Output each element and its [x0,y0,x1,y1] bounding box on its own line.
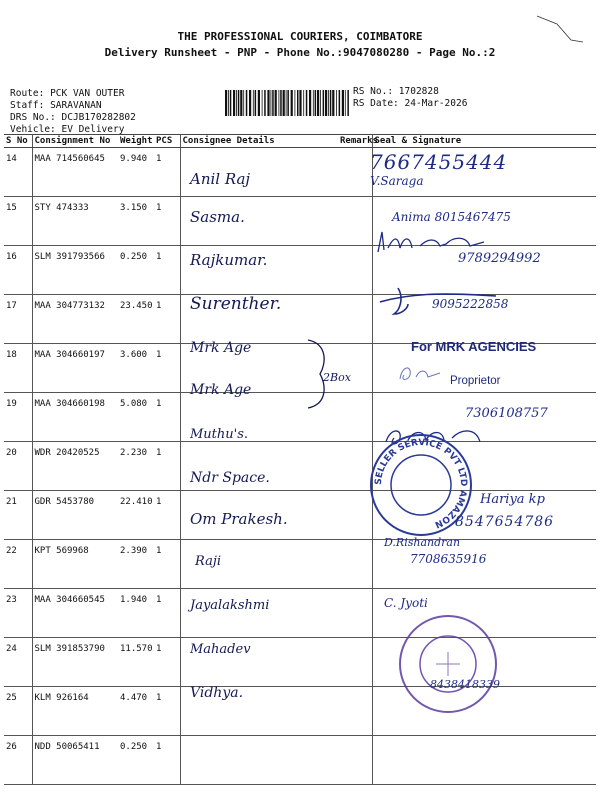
sig-name-22: Hariya kp [480,492,545,507]
cell-weight: 23.450 [118,295,154,344]
cell-sno: 24 [4,638,32,687]
route-label: Route: [10,88,45,99]
cell-consignment: NDD 50065411 [32,736,118,785]
vehicle-label: Vehicle: [10,124,56,135]
hw-consignee-15: Sasma. [190,208,245,226]
barcode-bar [297,90,299,116]
barcode-bar [236,90,237,116]
barcode-bar [306,90,308,116]
cell-pcs: 1 [154,589,180,638]
barcode-bar [267,90,269,116]
sig-phone-23: 7708635916 [410,552,487,566]
cell-pcs: 1 [154,197,180,246]
agency-stamp: For MRK AGENCIES [411,339,537,354]
cell-weight: 3.600 [118,344,154,393]
barcode-bar [283,90,285,116]
runsheet-table [4,134,596,785]
barcode-bar [332,90,334,116]
hw-consignee-18: Mrk Age [190,340,252,356]
cell-sno: 21 [4,491,32,540]
hw-consignee-24: Jayalakshmi [190,598,270,613]
cell-sno: 23 [4,589,32,638]
sig-phone-20: 7306108757 [465,406,548,421]
barcode-bar [313,90,314,116]
col-sno: S No [4,135,32,148]
barcode-bar [291,90,293,116]
cell-consignment: KPT 569968 [32,540,118,589]
hw-consignee-17: Surenther. [190,294,282,314]
cell-weight: 3.150 [118,197,154,246]
barcode-bar [320,90,321,116]
cell-weight: 1.940 [118,589,154,638]
vehicle-value: EV Delivery [61,124,125,135]
cell-sno: 26 [4,736,32,785]
staff-value: SARAVANAN [50,100,102,111]
cell-sno: 16 [4,246,32,295]
barcode-bar [249,90,251,116]
table-header-row [4,135,596,148]
barcode-bar [295,90,296,116]
sig-name-14: V.Saraga [370,174,424,188]
cell-pcs: 1 [154,687,180,736]
barcode-bar [233,90,235,116]
drs-line [10,112,136,123]
cell-consignee [180,736,338,785]
barcode-bar [299,90,301,116]
barcode-bar [315,90,317,116]
barcode-bar [228,90,229,116]
cell-remarks [338,442,372,491]
sig-name-24: C. Jyoti [384,596,428,610]
barcode-bar [339,90,341,116]
sig-15: Anima 8015467475 [392,210,511,224]
cell-sno: 14 [4,148,32,197]
cell-sno: 25 [4,687,32,736]
proprietor-stamp: Proprietor [450,375,501,387]
cell-weight: 5.080 [118,393,154,442]
cell-sno: 17 [4,295,32,344]
barcode-bar [330,90,332,116]
cell-remarks [338,687,372,736]
cell-consignment: MAA 304660198 [32,393,118,442]
round-seal-2 [396,612,500,716]
hw-box-note: 2Box [323,371,351,384]
cell-remarks [338,638,372,687]
runsheet-subtitle: Delivery Runsheet - PNP - Phone No.:9047080280 - Page No.:2 [104,46,496,59]
cell-weight: 0.250 [118,246,154,295]
cell-consignment: KLM 926164 [32,687,118,736]
cell-pcs: 1 [154,148,180,197]
barcode-bar [286,90,287,116]
route-value: PCK VAN OUTER [50,88,125,99]
cell-weight: 2.390 [118,540,154,589]
hw-consignee-23: Raji [195,554,222,569]
col-seal: Seal & Signature [372,135,596,148]
cell-consignment: MAA 304773132 [32,295,118,344]
sig-phone-17: 9095222858 [432,297,509,311]
cell-pcs: 1 [154,540,180,589]
barcode-bar [280,90,282,116]
barcode-bar [328,90,329,116]
table-row [4,687,596,736]
rs-date-label: RS Date: [353,98,399,109]
company-title: THE PROFESSIONAL COURIERS, COIMBATORE [177,30,423,43]
staff-label: Staff: [10,100,45,111]
cell-consignment: STY 474333 [32,197,118,246]
col-remarks: Remarks [340,136,378,146]
cell-sno: 18 [4,344,32,393]
barcode-bar [253,90,254,116]
cell-pcs: 1 [154,736,180,785]
barcode-bar [264,90,266,116]
cell-remarks [338,197,372,246]
barcode-bar [325,90,327,116]
cell-consignment: SLM 391853790 [32,638,118,687]
cell-pcs: 1 [154,393,180,442]
table-row [4,442,596,491]
barcode-bar [240,90,242,116]
rs-no-line [353,86,439,97]
col-weight: Weight [120,136,153,146]
sig-scribble-16 [374,228,504,256]
cell-sno: 15 [4,197,32,246]
hw-consignee-26: Vidhya. [190,685,244,701]
cell-remarks [338,540,372,589]
cell-consignment: MAA 304660197 [32,344,118,393]
table-row [4,589,596,638]
barcode-bar [238,90,240,116]
sig-phone-14: 7667455444 [370,150,508,174]
drs-label: DRS No.: [10,112,56,123]
col-consignee: Consignee Details [180,135,338,148]
col-pcs: PCS [154,135,180,148]
hw-consignee-19: Mrk Age [190,382,252,398]
cell-consignment: GDR 5453780 [32,491,118,540]
hw-consignee-14: Anil Raj [190,170,251,188]
cell-seal [372,736,596,785]
round-seal-text: SELLER SERVICE PVT LTD AMAZON [373,437,469,530]
cell-remarks [338,736,372,785]
hw-consignee-20: Muthu's. [190,427,249,442]
cell-consignment: MAA 304660545 [32,589,118,638]
rs-date-value: 24-Mar-2026 [404,98,468,109]
barcode-bar [323,90,325,116]
barcode-bar [246,90,248,116]
sig-phone-16: 9789294992 [458,251,541,266]
barcode-bar [255,90,257,116]
cell-weight: 22.410 [118,491,154,540]
cell-sno: 20 [4,442,32,491]
barcode-bar [345,90,346,116]
cell-sno: 22 [4,540,32,589]
sig-phone-26: 8438418339 [430,678,500,691]
barcode-bar [272,90,274,116]
cell-consignment: MAA 714560645 [32,148,118,197]
barcode-bar [336,90,337,116]
barcode-bar [317,90,319,116]
hw-consignee-22: Om Prakesh. [190,510,288,528]
col-consignment: Consignment No [32,135,118,148]
barcode-bar [243,90,244,116]
cell-consignment: SLM 391793566 [32,246,118,295]
cell-consignee [180,589,338,638]
cell-weight: 2.230 [118,442,154,491]
barcode-bar [347,90,349,116]
cell-consignment: WDR 20420525 [32,442,118,491]
cell-weight: 11.570 [118,638,154,687]
cell-pcs: 1 [154,491,180,540]
staff-line [10,100,102,111]
cell-pcs: 1 [154,344,180,393]
cell-pcs: 1 [154,295,180,344]
hw-consignee-21: Ndr Space. [190,470,270,486]
route-line [10,88,124,99]
rs-no-value: 1702828 [398,86,439,97]
cell-weight: 4.470 [118,687,154,736]
hw-consignee-16: Rajkumar. [190,251,268,269]
cell-remarks [338,295,372,344]
table-row [4,540,596,589]
cell-weight: 0.250 [118,736,154,785]
barcode-bar [342,90,344,116]
cell-sno: 19 [4,393,32,442]
barcode-bar [262,90,263,116]
cell-remarks [338,589,372,638]
barcode-bar [279,90,280,116]
table-row [4,736,596,785]
barcode-bar [271,90,272,116]
cell-remarks [338,246,372,295]
drs-value: DCJB170282802 [61,112,136,123]
rs-no-label: RS No.: [353,86,394,97]
cell-pcs: 1 [154,246,180,295]
barcode-bar [225,90,227,116]
hw-consignee-25: Mahadev [190,642,251,657]
sig-scribble-19 [396,363,446,385]
sig-name-23: D.Rishandran [384,536,461,549]
cell-weight: 9.940 [118,148,154,197]
barcode-bar [309,90,311,116]
cell-remarks [338,491,372,540]
cell-pcs: 1 [154,638,180,687]
barcode-bar [287,90,289,116]
cell-pcs: 1 [154,442,180,491]
table-row [4,638,596,687]
cell-remarks [338,148,372,197]
barcode-bar [275,90,277,116]
rs-date-line [353,98,467,109]
sig-phone-22: 8547654786 [455,514,555,530]
barcode [225,90,350,116]
barcode-bar [258,90,260,116]
barcode-bar [230,90,232,116]
barcode-bar [303,90,304,116]
